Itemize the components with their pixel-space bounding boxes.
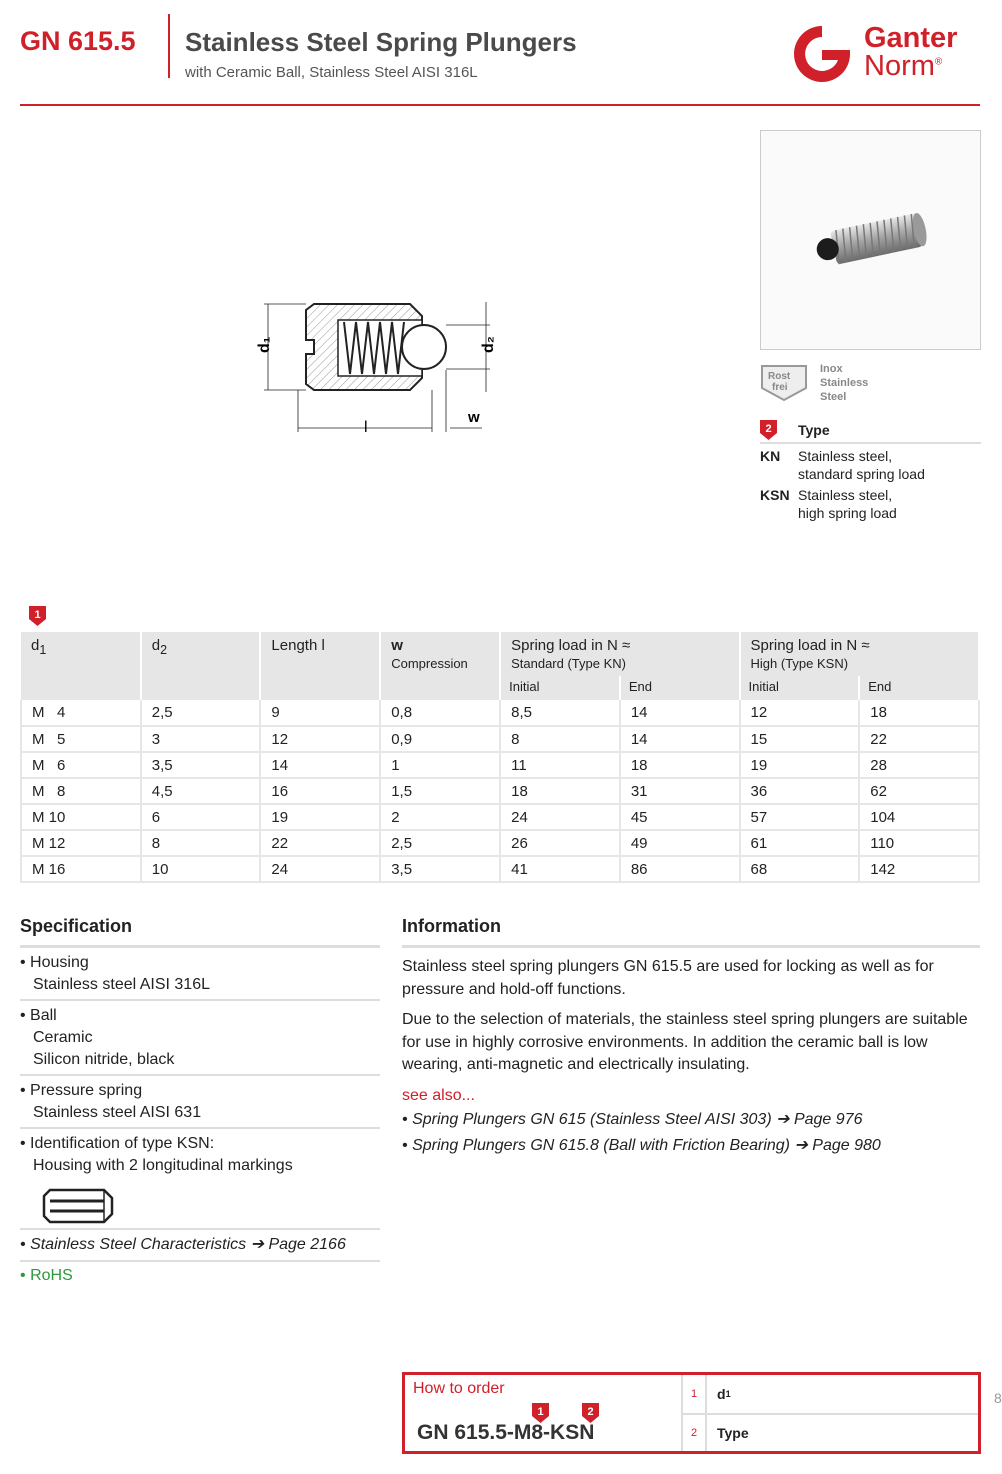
stainless-characteristics-link[interactable]: • Stainless Steel Characteristics ➔ Page 2166 [20,1228,380,1262]
dim-l-label: l [364,419,368,436]
type-legend-row: KSN Stainless steel, high spring load [760,487,897,521]
see-also-label: see also... [402,1086,475,1104]
table-cell: 8 [500,726,620,752]
table-cell: 16 [260,778,380,804]
see-also-link[interactable]: • Spring Plungers GN 615 (Stainless Steel AISI 303) ➔ Page 976 [402,1110,863,1128]
col-header-length: Length l [260,632,380,700]
table-cell: M 12 [21,830,141,856]
spec-item: • Ball Ceramic Silicon nitride, black [20,1001,380,1076]
table-cell: 19 [260,804,380,830]
page-title: Stainless Steel Spring Plungers [185,27,577,57]
table-cell: 9 [260,700,380,726]
table-cell: 14 [260,752,380,778]
table-row [21,778,979,804]
table-cell: 22 [260,830,380,856]
type-legend-row: KN Stainless steel, standard spring load [760,448,925,482]
table-cell: 0,8 [380,700,500,726]
ganter-logo-icon [786,22,858,86]
table-cell: 1 [380,752,500,778]
table-cell: 3 [141,726,261,752]
table-cell: 68 [740,856,860,882]
information-section [402,916,980,1157]
table-row [21,804,979,830]
table-cell: 24 [500,804,620,830]
dimensions-table [20,632,980,883]
page-subtitle: with Ceramic Ball, Stainless Steel AISI 316L [185,64,478,81]
table-row [21,752,979,778]
specification-section [20,916,380,1285]
table-cell: 19 [740,752,860,778]
table-cell: 0,9 [380,726,500,752]
logo-text-norm: Norm® [864,50,943,82]
dim-d2-label: d₂ [480,336,497,353]
table-cell: 26 [500,830,620,856]
table-cell: 142 [859,856,979,882]
marker-1-icon [29,606,46,626]
svg-text:2: 2 [765,423,772,435]
svg-text:frei: frei [772,382,788,393]
table-cell: 86 [620,856,740,882]
table-cell: 3,5 [380,856,500,882]
table-cell: 31 [620,778,740,804]
table-cell: 15 [740,726,860,752]
table-cell: 14 [620,700,740,726]
dim-d1-label: d₁ [256,336,273,353]
svg-text:2: 2 [587,1406,594,1418]
page-edge-number: 8 [994,1390,1002,1406]
information-title: Information [402,916,980,948]
table-cell: 11 [500,752,620,778]
rostfrei-icon [760,362,808,402]
col-header-d1: $d_1$ [21,632,141,700]
stainless-badge [760,362,910,406]
ganter-norm-logo [786,22,986,86]
table-cell: 61 [740,830,860,856]
col-header-w: w Compression [380,632,500,700]
stainless-badge-text: Inox Stainless Steel [820,363,869,403]
table-cell: 18 [500,778,620,804]
see-also-link[interactable]: • Spring Plungers GN 615.8 (Ball with Friction Bearing) ➔ Page 980 [402,1136,881,1154]
spec-item: • Pressure spring Stainless steel AISI 631 [20,1076,380,1129]
how-to-order-box [402,1372,981,1454]
product-photo [760,130,981,350]
col-header-std-initial: Initial [500,676,620,700]
table-cell: 8 [141,830,261,856]
table-cell: 62 [859,778,979,804]
information-paragraph: Due to the selection of materials, the stainless steel spring plungers are suitable for use in highly corrosive environments. In addition the ceramic ball is low wearing, anti-magnetic and electrically insulating. [402,1011,968,1073]
table-cell: 2 [380,804,500,830]
col-header-d2: $d_2$ [141,632,261,700]
information-paragraph: Stainless steel spring plungers GN 615.5 are used for locking as well as for pressure and hold-off functions. [402,958,934,998]
table-cell: M 8 [21,778,141,804]
logo-text-ganter: Ganter [864,22,958,54]
table-cell: M 4 [21,700,141,726]
table-cell: M 10 [21,804,141,830]
table-cell: 41 [500,856,620,882]
spec-item: • Identification of type KSN: Housing with 2 longitudinal markings [20,1135,293,1174]
table-cell: M 5 [21,726,141,752]
col-header-high: Spring load in N ≈ High (Type KSN) [740,632,979,676]
spec-item: • Housing Stainless steel AISI 316L [20,948,380,1001]
type-legend-heading: Type [798,422,830,438]
table-cell: 24 [260,856,380,882]
table-cell: 18 [859,700,979,726]
table-cell: 12 [740,700,860,726]
svg-text:Rost: Rost [768,371,791,382]
table-cell: 3,5 [141,752,261,778]
col-header-high-end: End [859,676,979,700]
table-row [21,856,979,882]
type-legend [760,418,981,522]
order-legend-row: 1 d 1 [683,1375,978,1413]
rohs-label: • RoHS [20,1267,73,1284]
table-cell: 36 [740,778,860,804]
longitudinal-markings-icon [20,1180,380,1228]
order-legend-row: 2 Type [683,1413,978,1451]
marker-2-icon [582,1403,599,1423]
order-code: GN 615.5-M8-KSN [417,1421,595,1444]
table-cell: 104 [859,804,979,830]
table-cell: 12 [260,726,380,752]
table-cell: 8,5 [500,700,620,726]
table-row [21,726,979,752]
table-row [21,830,979,856]
table-cell: 28 [859,752,979,778]
marker-2-icon [760,420,777,440]
svg-text:1: 1 [34,609,41,621]
table-cell: M 16 [21,856,141,882]
table-row [21,700,979,726]
col-header-standard: Spring load in N ≈ Standard (Type KN) [500,632,739,676]
table-cell: 45 [620,804,740,830]
table-cell: 49 [620,830,740,856]
table-cell: 57 [740,804,860,830]
table-cell: M 6 [21,752,141,778]
marker-1-icon [532,1403,549,1423]
dim-w-label: w [468,409,480,426]
how-to-order-title: How to order [413,1380,505,1397]
table-cell: 18 [620,752,740,778]
table-cell: 110 [859,830,979,856]
col-header-std-end: End [620,676,740,700]
header-separator [168,14,170,78]
table-cell: 10 [141,856,261,882]
col-header-high-initial: Initial [740,676,860,700]
table-cell: 1,5 [380,778,500,804]
specification-title: Specification [20,916,380,948]
technical-drawing [250,290,510,440]
table-cell: 6 [141,804,261,830]
header-rule [20,104,980,106]
svg-text:1: 1 [537,1406,544,1418]
table-cell: 2,5 [380,830,500,856]
table-cell: 22 [859,726,979,752]
product-code: GN 615.5 [20,26,136,56]
table-cell: 4,5 [141,778,261,804]
table-cell: 2,5 [141,700,261,726]
table-cell: 14 [620,726,740,752]
